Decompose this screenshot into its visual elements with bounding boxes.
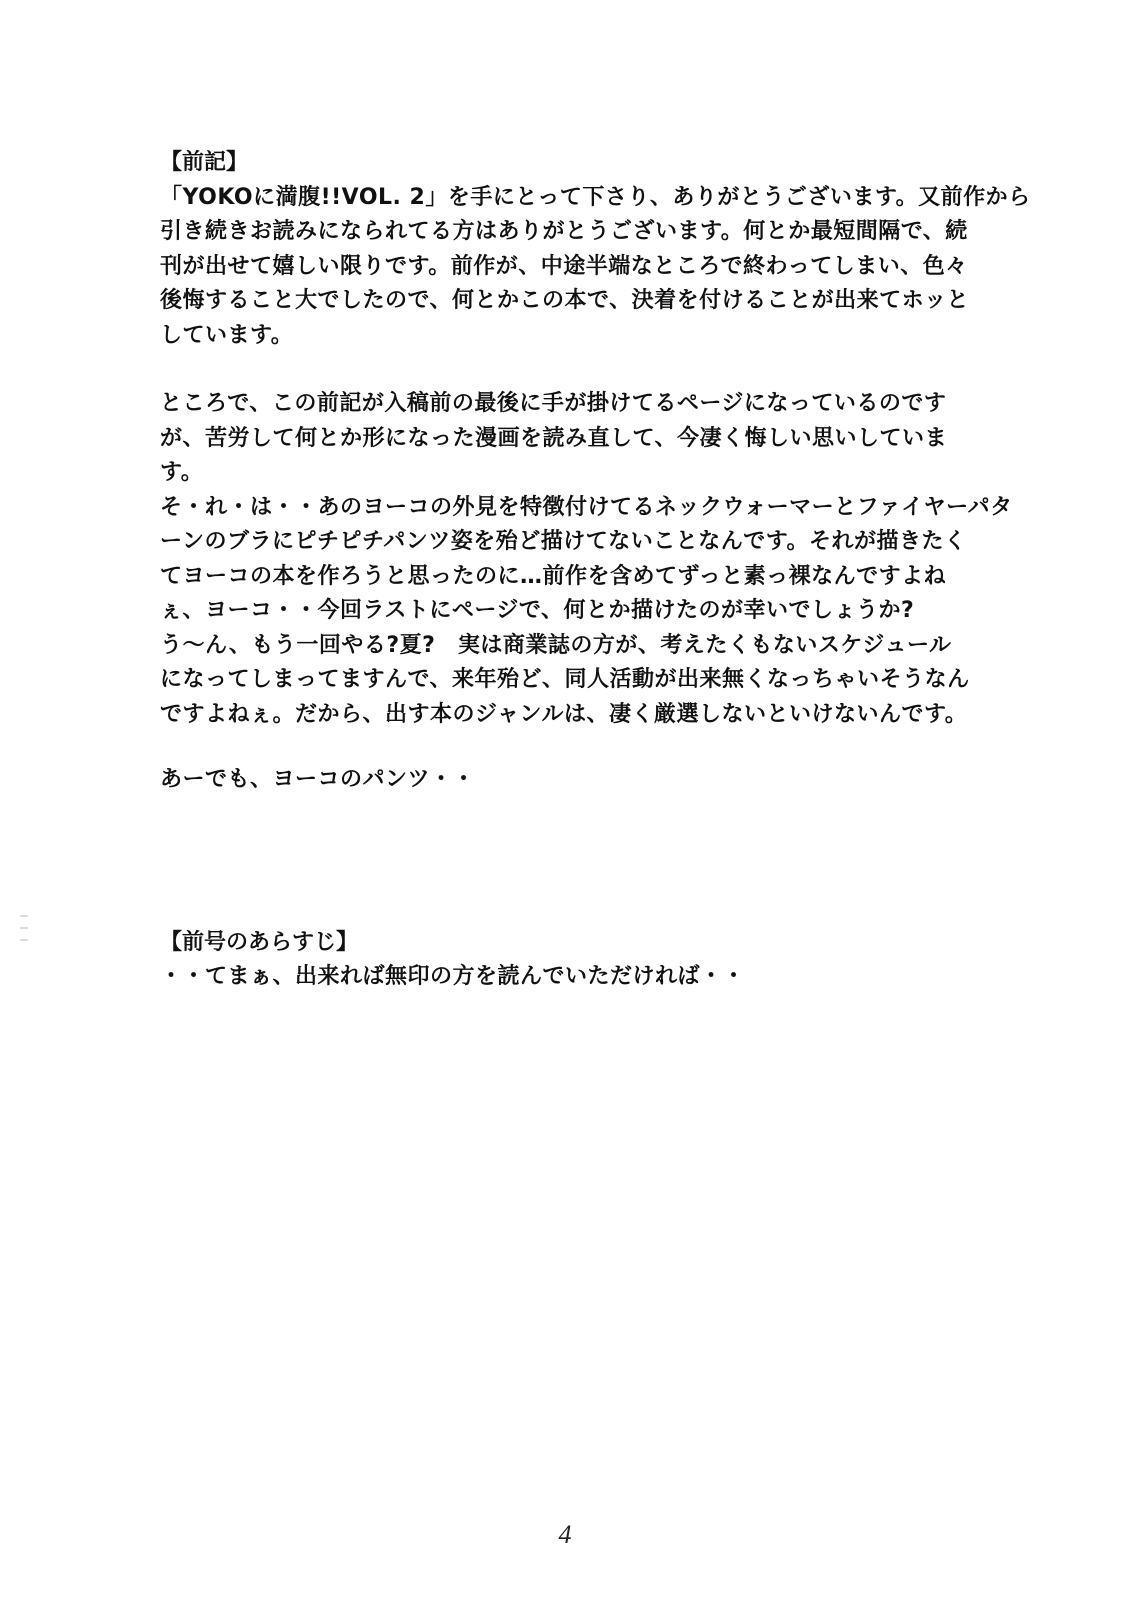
- foreword-closing-line: あーでも、ヨーコのパンツ・・: [160, 767, 476, 792]
- text-line: 「YOKOに満腹!!VOL. 2」を手にとって下さり、ありがとうございます。又前作から: [160, 184, 1031, 210]
- text-line: が、苦労して何とか形になった漫画を読み直して、今凄く悔しい思いしていま: [160, 425, 948, 451]
- margin-mark: [20, 939, 28, 941]
- text-line: そ・れ・は・・あのヨーコの外見を特徴付けてるネックウォーマーとファイヤーパタ: [160, 494, 1013, 520]
- foreword-section: [160, 146, 1031, 798]
- text-line: 引き続きお読みになられてる方はありがとうございます。何とか最短間隔で、続: [160, 219, 968, 244]
- text-line: ーンのブラにピチピチパンツ姿を殆ど描けてないことなんです。それが描きたく: [160, 529, 967, 554]
- text-line: てヨーコの本を作ろうと思ったのに…前作を含めてずっと素っ裸なんですよね: [160, 563, 947, 589]
- text-line: う～ん、もう一回やる?夏? 実は商業誌の方が、考えたくもないスケジュール: [160, 632, 952, 658]
- page-number: 4: [558, 1520, 572, 1549]
- paragraph-spacer: [160, 353, 970, 387]
- synopsis-text: ・・てまぁ、出来れば無印の方を読んでいただければ・・: [160, 964, 746, 989]
- paragraph-spacer: [160, 732, 970, 763]
- text-line: す。: [160, 460, 204, 485]
- section-spacer: [160, 798, 970, 926]
- text-line: ところで、この前記が入稿前の最後に手が掛けてるページになっているのです: [160, 391, 947, 416]
- text-line: 刊が出せて嬉しい限りです。前作が、中途半端なところで終わってしまい、色々: [160, 253, 968, 279]
- text-line: ぇ、ヨーコ・・今回ラストにページで、何とか描けたのが幸いでしょうか?: [160, 598, 915, 623]
- text-line: ですよねぇ。だから、出す本のジャンルは、凄く厳選しないといけないんです。: [160, 701, 968, 727]
- foreword-heading: 【前記】: [160, 150, 249, 175]
- foreword-paragraph-2: [160, 387, 1013, 732]
- margin-mark: [20, 915, 28, 917]
- synopsis-heading: 【前号のあらすじ】: [160, 929, 359, 955]
- synopsis-section: [160, 926, 970, 995]
- text-line: 後悔すること大でしたので、何とかこの本で、決着を付けることが出来てホッと: [160, 288, 970, 313]
- foreword-paragraph-1: [160, 181, 1031, 354]
- text-line: になってしまってますんで、来年殆ど、同人活動が出来無くなっちゃいそうなん: [160, 667, 970, 692]
- margin-marks: [20, 905, 34, 965]
- page-content: [160, 146, 1031, 995]
- margin-mark: [20, 927, 28, 929]
- text-line: しています。: [160, 322, 294, 348]
